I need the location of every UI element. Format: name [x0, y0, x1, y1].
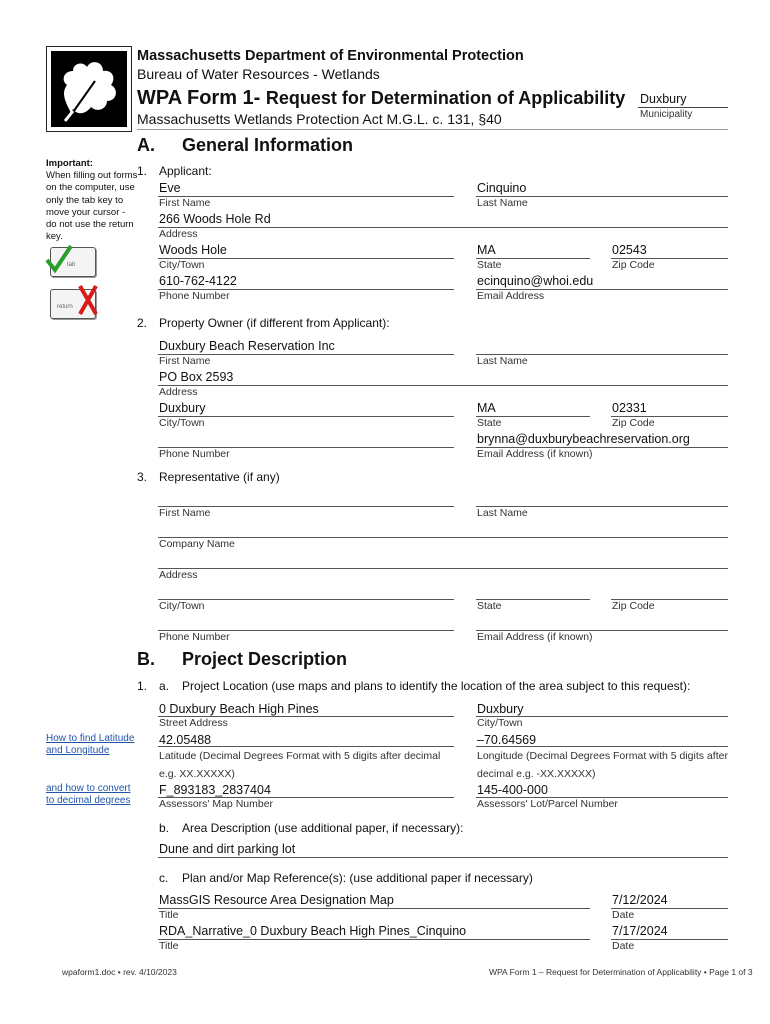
owner-city[interactable]: Duxbury [159, 401, 206, 415]
act-reference: Massachusetts Wetlands Protection Act M.G.L. c. 131, §40 [137, 111, 502, 127]
owner-number: 2. [137, 316, 148, 330]
zip-label: Zip Code [612, 417, 655, 429]
reference-1-title[interactable]: MassGIS Resource Area Designation Map [159, 893, 394, 907]
field-underline [158, 939, 590, 940]
project-location-heading: Project Location (use maps and plans to identify the location of the area subject to this request): [182, 679, 691, 693]
longitude-value[interactable]: –70.64569 [477, 733, 537, 747]
applicant-first-name[interactable]: Eve [159, 181, 181, 195]
section-b-title: Project Description [182, 649, 348, 669]
applicant-phone[interactable]: 610-762-4122 [159, 274, 237, 288]
dep-logo [46, 46, 132, 132]
title-label: Title [159, 940, 179, 952]
form-title-number: WPA Form 1- [137, 87, 266, 109]
state-label: State [477, 600, 502, 612]
section-a-title: General Information [182, 135, 354, 155]
applicant-zip[interactable]: 02543 [612, 243, 647, 257]
email-label: Email Address [477, 290, 545, 302]
rep-number: 3. [137, 470, 148, 484]
city-label: City/Town [159, 417, 205, 429]
latitude-value[interactable]: 42.05488 [159, 733, 212, 747]
state-label: State [477, 259, 502, 271]
applicant-number: 1. [137, 164, 148, 178]
applicant-state[interactable]: MA [477, 243, 496, 257]
rep-address-field[interactable] [158, 568, 728, 569]
last-name-label: Last Name [477, 197, 528, 209]
address-label: Address [159, 569, 198, 581]
form-title [137, 87, 625, 110]
project-item-number: 1. [137, 679, 148, 693]
assessors-lot-number[interactable]: 145-400-000 [477, 783, 548, 797]
lot-number-label: Assessors' Lot/Parcel Number [477, 798, 618, 810]
footer-page-info: WPA Form 1 – Request for Determination of Applicability • Page 1 of 3 [489, 967, 753, 977]
header-divider [137, 129, 728, 130]
decimal-degrees-link[interactable]: and how to convert to decimal degrees [46, 783, 131, 806]
area-description-value[interactable]: Dune and dirt parking lot [159, 842, 296, 856]
important-note [46, 158, 138, 243]
applicant-city[interactable]: Woods Hole [159, 243, 227, 257]
municipality-value[interactable]: Duxbury [640, 92, 687, 106]
city-label: City/Town [159, 259, 205, 271]
return-key-label: return [57, 304, 73, 310]
applicant-heading: Applicant: [159, 164, 212, 178]
address-label: Address [159, 228, 198, 240]
municipality-label: Municipality [640, 109, 693, 120]
field-underline [158, 227, 728, 228]
map-number-label: Assessors' Map Number [159, 798, 274, 810]
agency-name: Massachusetts Department of Environmental Protection [137, 48, 524, 64]
owner-heading: Property Owner (if different from Applicant): [159, 316, 390, 330]
longitude-label: Longitude (Decimal Degrees Format with 5 digits after decimal e.g. -XX.XXXXX) [477, 750, 728, 780]
phone-label: Phone Number [159, 448, 230, 460]
rep-company-field[interactable] [158, 537, 728, 538]
owner-state[interactable]: MA [477, 401, 496, 415]
section-a-letter: A. [137, 135, 155, 155]
city-label: City/Town [477, 717, 523, 729]
city-label: City/Town [159, 600, 205, 612]
applicant-address[interactable]: 266 Woods Hole Rd [159, 212, 271, 226]
x-mark-icon [76, 283, 100, 317]
last-name-label: Last Name [477, 507, 528, 519]
oak-leaf-icon [51, 51, 127, 127]
first-name-label: First Name [159, 197, 211, 209]
bureau-name: Bureau of Water Resources - Wetlands [137, 66, 380, 82]
assessors-map-number[interactable]: F_893183_2837404 [159, 783, 271, 797]
plan-reference-heading: Plan and/or Map Reference(s): (use additional paper if necessary) [182, 871, 533, 885]
owner-zip[interactable]: 02331 [612, 401, 647, 415]
item-a-letter: a. [159, 679, 170, 693]
field-underline [158, 908, 590, 909]
state-label: State [477, 417, 502, 429]
latitude-label: Latitude (Decimal Degrees Format with 5 digits after decimal e.g. XX.XXXXX) [159, 750, 441, 780]
latlong-help-link[interactable]: How to find Latitude and Longitude [46, 733, 135, 756]
company-label: Company Name [159, 538, 235, 550]
applicant-email[interactable]: ecinquino@whoi.edu [477, 274, 594, 288]
area-description-heading: Area Description (use additional paper, if necessary): [182, 821, 464, 835]
applicant-last-name[interactable]: Cinquino [477, 181, 527, 195]
project-street[interactable]: 0 Duxbury Beach High Pines [159, 702, 319, 716]
field-underline [158, 385, 728, 386]
important-text: When filling out forms on the computer, use only the tab key to move your cursor - do not use the return key. [46, 170, 138, 243]
address-label: Address [159, 386, 198, 398]
rep-heading: Representative (if any) [159, 470, 280, 484]
title-label: Title [159, 909, 179, 921]
first-name-label: First Name [159, 355, 211, 367]
item-b-letter: b. [159, 821, 170, 835]
first-name-label: First Name [159, 507, 211, 519]
section-b-letter: B. [137, 649, 155, 669]
checkmark-icon [44, 244, 74, 274]
email-known-label: Email Address (if known) [477, 448, 593, 460]
item-c-letter: c. [159, 871, 169, 885]
municipality-underline [638, 107, 728, 108]
street-label: Street Address [159, 717, 228, 729]
zip-label: Zip Code [612, 259, 655, 271]
footer-revision: wpaform1.doc • rev. 4/10/2023 [62, 967, 177, 977]
phone-label: Phone Number [159, 290, 230, 302]
owner-address[interactable]: PO Box 2593 [159, 370, 234, 384]
date-label: Date [612, 909, 635, 921]
date-label: Date [612, 940, 635, 952]
important-label: Important: [46, 158, 93, 169]
zip-label: Zip Code [612, 600, 655, 612]
last-name-label: Last Name [477, 355, 528, 367]
owner-first-name[interactable]: Duxbury Beach Reservation Inc [159, 339, 335, 353]
email-known-label: Email Address (if known) [477, 631, 593, 643]
phone-label: Phone Number [159, 631, 230, 643]
field-underline [158, 857, 728, 858]
reference-2-date[interactable]: 7/17/2024 [612, 924, 668, 938]
project-city[interactable]: Duxbury [477, 702, 524, 716]
reference-1-date[interactable]: 7/12/2024 [612, 893, 668, 907]
owner-email[interactable]: brynna@duxburybeachreservation.org [477, 432, 690, 446]
reference-2-title[interactable]: RDA_Narrative_0 Duxbury Beach High Pines_Cinquino [159, 924, 467, 938]
form-title-text: Request for Determination of Applicability [265, 88, 626, 108]
tab-key-label: tab [67, 262, 76, 268]
